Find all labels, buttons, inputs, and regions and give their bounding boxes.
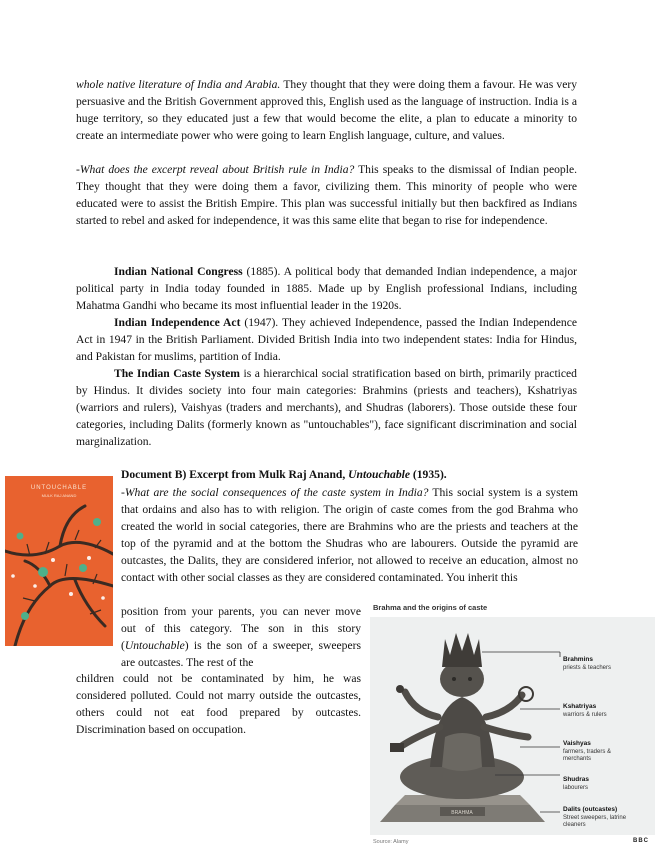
label-name: Vaishyas [563,740,591,747]
label-dalits [563,806,638,830]
question-text: -What does the excerpt reveal about British rule in India? [76,163,355,176]
label-desc: warriors & rulers [563,711,607,718]
label-desc: Street sweepers, latrine cleaners [563,814,627,828]
answer-text: This social system is a system that ordains and also has to with religion. The origin of caste comes from the god Brahma who created the world in social categories, there are Brahmins who are the priests and teachers at the top of the pyramid and at the bottom the Shudras who are labourers. Outside the pyramid are outcastes, the Dalits, they are considered inferior, not allowed to receive an education, almost no contact with other social classes as they are considered contaminated. You inherit this [121,486,578,584]
label-desc: priests & teachers [563,664,612,671]
paragraph-text: They thought that they were doing them a favour. He was very persuasive and the British Government approved this, English used as the language of instruction. India is a huge territory, so they educated just a few that would become the elite, a plan to educate a minority to create an intermediate power who were going to learn English language, culture, and values. [76,78,577,142]
paragraph-caste-system [76,366,577,451]
label-shudras [563,776,589,792]
label-name: Shudras [563,776,590,783]
continuation-text-2: ) is the son of a sweeper, sweepers are outcastes. The rest of the [121,638,361,669]
paragraph-caste-consequences-cont [121,604,361,672]
brahma-caste-figure [370,603,655,848]
label-name: Kshatriyas [563,703,597,710]
paragraph-caste-consequences [121,485,578,586]
italic-phrase: whole native literature of India and Arabia. [76,78,281,91]
cover-title: UNTOUCHABLE [30,485,88,491]
label-desc: labourers [563,784,589,791]
label-name: Dalits (outcastes) [563,806,618,813]
book-title-inline: Untouchable [124,638,185,652]
heading-year: (1935). [410,468,447,481]
cover-author: MULK RAJ ANAND [41,493,77,498]
cover-illustration [5,476,113,646]
label-kshatriyas [563,703,607,719]
bbc-logo: BBC [633,838,649,844]
answer-text: This speaks to the dismissal of Indian people. They thought that they were doing them a favor, civilizing them. This minority of people who were educated were to assist the British Empire. This plan was successful initially but then backfired as Indians started to rebel and asked for independence, it was this same elite that began to rise for independence. [76,163,577,227]
label-name: Brahmins [563,656,593,663]
ending-text: children could not be contaminated by him, he was considered polluted. Could not marry outside the outcastes, others could not eat food prepared by outcastes. Discrimination based on occupation. [76,672,361,736]
figure-source: Source: Alamy [373,839,409,845]
question-text: -What are the social consequences of the caste system in India? [121,486,429,499]
figure-title: Brahma and the origins of caste [373,603,488,612]
definition-text: (1885). A political body that demanded Indian independence, a major political party in India today founded in 1885. Made up by English professional Indians, including Mahatma Gandhi who became its most influential leader in the 1920s. [76,265,577,312]
continuation-text: position from your parents, you can never move out of this category. The son in this story ( [121,605,361,652]
label-brahmins [563,656,611,672]
paragraph-british-rule-question [76,162,577,230]
paragraph-caste-consequences-end [76,671,361,739]
label-vaishyas [563,740,633,764]
term-caste: The Indian Caste System [114,367,240,380]
definition-text: is a hierarchical social stratification based on birth, primarily practiced by Hindus. It divides society into four main categories: Brahmins (priests and teachers), Kshatriyas (warriors and rulers), Vaishyas (traders and merchants), and Shudras (laborers). Those outside these four categories, including Dalits (formerly known as "untouchables"), face significant discrimination and social marginalization. [76,367,577,448]
heading-book-title: Untouchable [348,468,410,481]
definition-text: (1947). They achieved Independence, passed the Indian Independence Act in 1947 in the British Parliament. Divided British India into two independent states: India for Hindus, and Pakistan for muslims, partition of India. [76,316,578,363]
paragraph-indian-national-congress [76,264,577,315]
document-b-heading [121,467,581,484]
plinth-label: BRAHMA [451,810,473,816]
label-desc: farmers, traders & merchants [563,748,612,762]
term-inc: Indian National Congress [114,265,243,278]
paragraph-indian-independence-act [76,315,577,366]
book-cover-image [5,476,113,646]
heading-text: Document B) Excerpt from Mulk Raj Anand, [121,468,349,481]
paragraph-british-education [76,77,577,145]
term-iia: Indian Independence Act [114,316,241,329]
